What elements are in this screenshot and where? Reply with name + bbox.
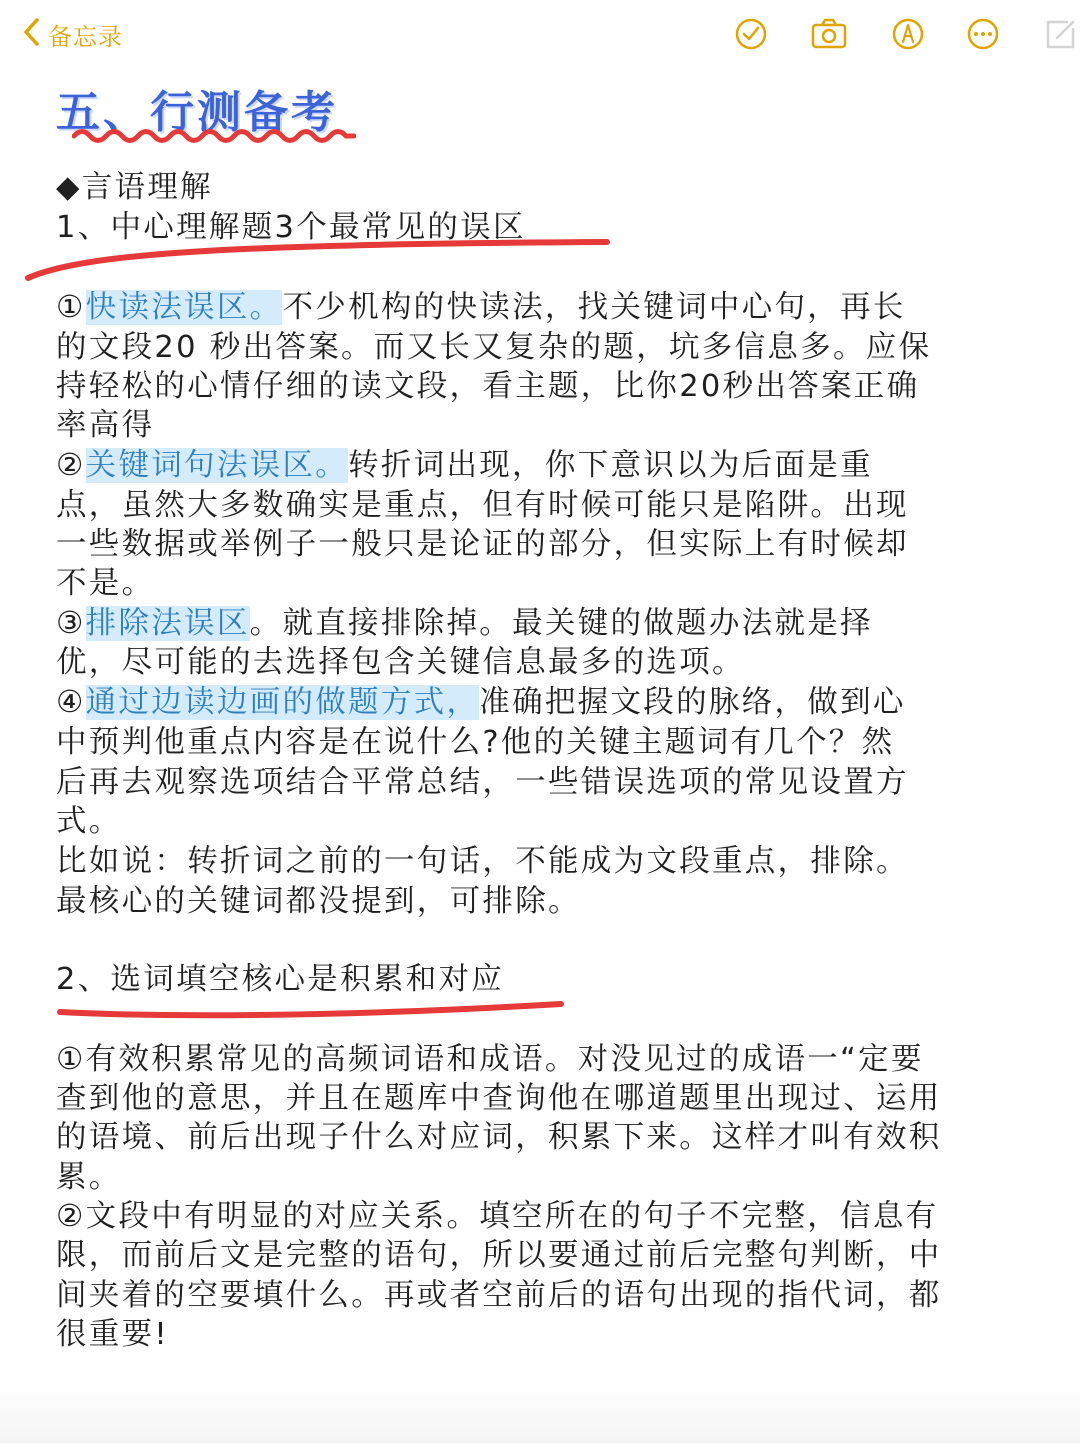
checklist-icon xyxy=(731,39,771,58)
paragraph-4-line-3: 后再去观察选项结合平常总结，一些错误选项的常见设置方 xyxy=(56,765,909,800)
paragraph-1-number: ① xyxy=(56,290,86,325)
compose-button[interactable] xyxy=(1040,14,1080,54)
paragraph-3-line-1 xyxy=(56,604,873,644)
heading-2: 2、选词填空核心是积累和对应 xyxy=(56,962,505,997)
paragraph-3-text: 。就直接排除掉。最关键的做题办法就是择 xyxy=(249,606,873,641)
markup-button[interactable] xyxy=(888,14,928,54)
back-label: 备忘录 xyxy=(48,22,123,51)
point-1-line-1: ①有效积累常见的高频词语和成语。对没见过的成语一“定要 xyxy=(56,1042,924,1077)
example-line-2: 最核心的关键词都没提到，可排除。 xyxy=(56,884,581,919)
section-heading: ◆言语理解 xyxy=(56,170,213,205)
compose-icon xyxy=(1040,39,1080,58)
paragraph-2-text: 转折词出现，你下意识以为后面是重 xyxy=(348,448,873,483)
paragraph-4-text: 准确把握文段的脉络，做到心 xyxy=(479,685,906,720)
point-2-line-3: 间夹着的空要填什么。再或者空前后的语句出现的指代词，都 xyxy=(56,1278,942,1313)
note-title: 五、行测备考 xyxy=(56,87,338,138)
back-button[interactable] xyxy=(22,16,123,52)
heading-1-underline xyxy=(22,234,612,284)
paragraph-3-number: ③ xyxy=(56,606,86,641)
camera-icon xyxy=(809,39,849,58)
paragraph-2-line-3: 一些数据或举例子一般只是论证的部分，但实际上有时候却 xyxy=(56,527,909,562)
camera-button[interactable] xyxy=(809,14,849,54)
example-line-1: 比如说：转折词之前的一句话，不能成为文段重点，排除。 xyxy=(56,844,909,879)
paragraph-2-line-1 xyxy=(56,446,873,486)
paragraph-2-number: ② xyxy=(56,448,86,483)
paragraph-2-highlight: 关键词句法误区。 xyxy=(85,448,349,483)
more-button[interactable] xyxy=(963,14,1003,54)
paragraph-1-line-1 xyxy=(56,288,906,328)
nav-bar xyxy=(0,0,1080,70)
heading-2-underline xyxy=(56,996,566,1022)
point-2-line-4: 很重要! xyxy=(56,1317,169,1352)
point-1-line-4: 累。 xyxy=(56,1160,122,1195)
paragraph-3-line-2: 优，尽可能的去选择包含关键信息最多的选项。 xyxy=(56,645,745,680)
paragraph-2-line-4: 不是。 xyxy=(56,566,155,601)
paragraph-1-text: 不少机构的快读法，找关键词中心句，再长 xyxy=(282,290,906,325)
paragraph-1-highlight: 快读法误区。 xyxy=(85,290,283,325)
title-wavy-underline xyxy=(72,124,356,146)
heading-1: 1、中心理解题3个最常见的误区 xyxy=(56,210,526,245)
chevron-left-icon xyxy=(22,17,42,51)
bottom-fade xyxy=(0,1383,1080,1443)
paragraph-4-line-2: 中预判他重点内容是在说什么?他的关键主题词有几个？然 xyxy=(56,725,895,760)
point-2-line-1: ②文段中有明显的对应关系。填空所在的句子不完整，信息有 xyxy=(56,1199,939,1234)
more-icon xyxy=(963,39,1003,58)
paragraph-4-number: ④ xyxy=(56,685,86,720)
paragraph-4-line-4: 式。 xyxy=(56,804,122,839)
point-1-line-2: 查到他的意思，并且在题库中查询他在哪道题里出现过、运用 xyxy=(56,1081,942,1116)
paragraph-3-highlight: 排除法误区 xyxy=(85,606,250,641)
paragraph-2-line-2: 点，虽然大多数确实是重点，但有时候可能只是陷阱。出现 xyxy=(56,488,909,523)
paragraph-1-line-2: 的文段20 秒出答案。而又长又复杂的题，坑多信息多。应保 xyxy=(56,330,932,365)
point-2-line-2: 限，而前后文是完整的语句，所以要通过前后完整句判断，中 xyxy=(56,1238,942,1273)
paragraph-1-line-4: 率高得 xyxy=(56,408,155,443)
checklist-button[interactable] xyxy=(731,14,771,54)
paragraph-4-line-1 xyxy=(56,683,906,723)
markup-icon xyxy=(888,39,928,58)
paragraph-1-line-3: 持轻松的心情仔细的读文段，看主题，比你20秒出答案正确 xyxy=(56,369,920,404)
point-1-line-3: 的语境、前后出现子什么对应词，积累下来。这样才叫有效积 xyxy=(56,1120,942,1155)
paragraph-4-highlight: 通过边读边画的做题方式， xyxy=(85,685,480,720)
